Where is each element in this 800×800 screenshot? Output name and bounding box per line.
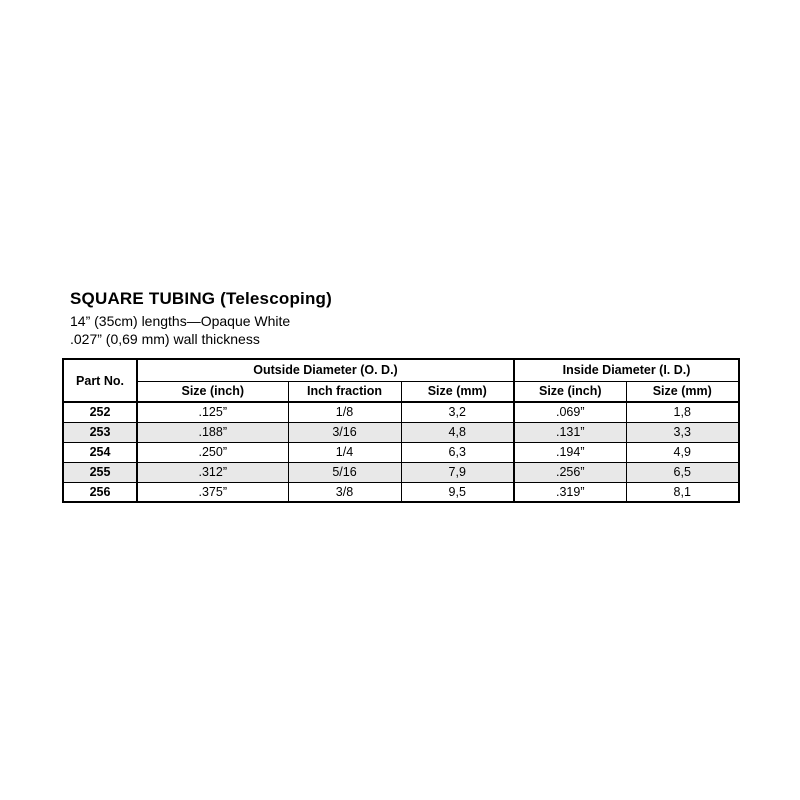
subtitle-wall-thickness: .027” (0,69 mm) wall thickness — [70, 331, 260, 347]
header-part-no: Part No. — [63, 359, 137, 402]
page-title: SQUARE TUBING (Telescoping) — [70, 289, 332, 308]
cell-od_fraction: 5/16 — [288, 462, 401, 482]
header-group-row — [63, 359, 739, 381]
cell-od_mm: 9,5 — [401, 482, 514, 502]
header-inside-diameter: Inside Diameter (I. D.) — [514, 359, 739, 381]
header-od-size-inch: Size (inch) — [137, 381, 288, 402]
cell-od_fraction: 3/16 — [288, 422, 401, 442]
cell-id_mm: 3,3 — [626, 422, 739, 442]
spec-table — [62, 358, 740, 503]
cell-id_inch: .069” — [514, 402, 626, 422]
spec-sheet — [62, 289, 738, 503]
cell-od_mm: 6,3 — [401, 442, 514, 462]
cell-od_mm: 3,2 — [401, 402, 514, 422]
cell-id_mm: 1,8 — [626, 402, 739, 422]
table-row — [63, 402, 739, 422]
cell-od_mm: 4,8 — [401, 422, 514, 442]
cell-part_no: 254 — [63, 442, 137, 462]
cell-od_inch: .188” — [137, 422, 288, 442]
cell-id_mm: 8,1 — [626, 482, 739, 502]
header-od-size-mm: Size (mm) — [401, 381, 514, 402]
cell-part_no: 253 — [63, 422, 137, 442]
cell-id_inch: .194” — [514, 442, 626, 462]
cell-od_inch: .312” — [137, 462, 288, 482]
cell-id_inch: .256” — [514, 462, 626, 482]
cell-part_no: 256 — [63, 482, 137, 502]
cell-od_mm: 7,9 — [401, 462, 514, 482]
header-sub-row — [63, 381, 739, 402]
table-row — [63, 462, 739, 482]
cell-id_mm: 4,9 — [626, 442, 739, 462]
header-id-size-mm: Size (mm) — [626, 381, 739, 402]
header-outside-diameter: Outside Diameter (O. D.) — [137, 359, 514, 381]
cell-od_inch: .125” — [137, 402, 288, 422]
cell-id_inch: .319” — [514, 482, 626, 502]
table-body — [63, 402, 739, 502]
cell-od_inch: .250” — [137, 442, 288, 462]
subtitle-lengths: 14” (35cm) lengths—Opaque White — [70, 313, 291, 329]
header-od-inch-fraction: Inch fraction — [288, 381, 401, 402]
table-row — [63, 482, 739, 502]
cell-od_inch: .375” — [137, 482, 288, 502]
cell-id_inch: .131” — [514, 422, 626, 442]
header-id-size-inch: Size (inch) — [514, 381, 626, 402]
cell-part_no: 255 — [63, 462, 137, 482]
cell-od_fraction: 1/4 — [288, 442, 401, 462]
cell-part_no: 252 — [63, 402, 137, 422]
cell-od_fraction: 1/8 — [288, 402, 401, 422]
table-row — [63, 422, 739, 442]
cell-od_fraction: 3/8 — [288, 482, 401, 502]
cell-id_mm: 6,5 — [626, 462, 739, 482]
table-row — [63, 442, 739, 462]
